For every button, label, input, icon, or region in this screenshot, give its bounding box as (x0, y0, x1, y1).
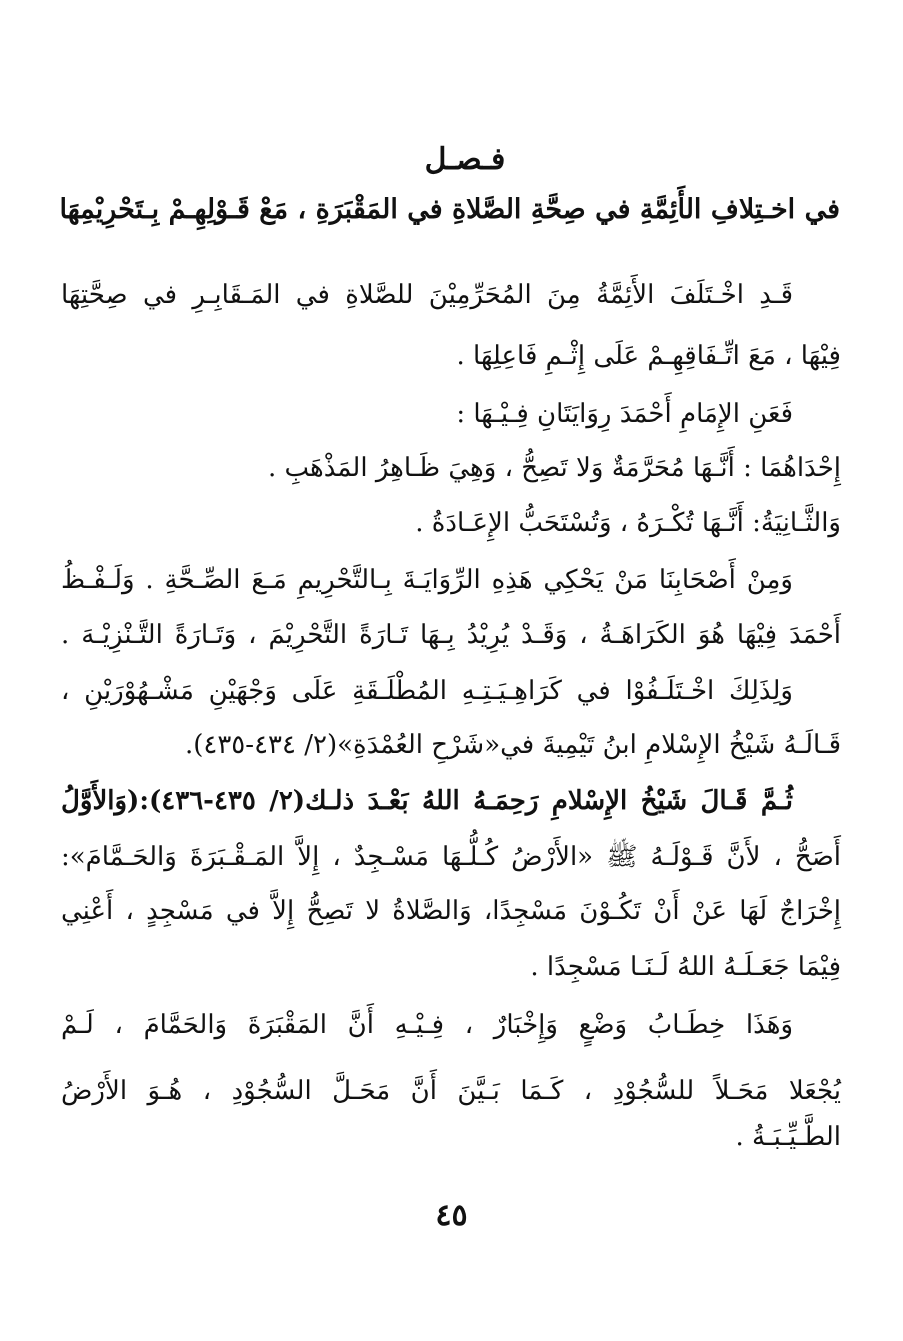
text-line: فِيْهَا ، مَعَ اتِّـفَاقِهِـمْ عَلَى إِثْـمِ فَاعِلِهَا . (456, 341, 841, 371)
text-line: يُجْعَلا مَحَـلاً للسُّجُوْدِ ، كَـمَا بَـيَّنَ أَنَّ مَحَـلَّ السُّجُوْدِ ، هُـوَ الأَرْضُ (61, 1076, 841, 1106)
text-line: وَهَذَا خِطَـابُ وَضْعٍ وَإِخْبَارٌ ، فِـيْـهِ أَنَّ المَقْبَرَةَ وَالحَمَّامَ ، لَـمْ (61, 1010, 793, 1040)
text-line: وَمِنْ أَصْحَابِنَا مَنْ يَحْكِي هَذِهِ الرِّوَايَـةَ بِـالتَّحْرِيمِ مَـعَ الصِّـحَّةِ . وَلَـفْـظُ (61, 565, 793, 595)
text-line: وَلِذَلِكَ اخْـتَلَـفُوْا في كَرَاهِـيَـتِـهِ المُطْلَـقَةِ عَلَى وَجْهَيْنِ مَشْـهُوْرَيْنِ ، (61, 676, 793, 706)
text-line: أَحْمَدَ فِيْهَا هُوَ الكَرَاهَـةُ ، وَقَـدْ يُرِيْدُ بِـهَا تَـارَةً التَّحْرِيْمَ ، وَتَـارَةً التَّـنْزِيْـهَ . (61, 620, 841, 650)
text-line: قَـالَـهُ شَيْخُ الإِسْلامِ ابنُ تَيْمِيةَ في«شَرْحِ العُمْدَةِ»(٢/ ٤٣٤-٤٣٥). (184, 730, 841, 760)
page-number: ٤٥ (435, 1198, 468, 1233)
text-line: وَالثَّـانِيَةُ: أَنَّـهَا تُكْـرَهُ ، وَتُسْتَحَبُّ الإِعَـادَةُ . (415, 508, 841, 538)
text-line: فِيْمَا جَعَـلَـهُ اللهُ لَـنَـا مَسْجِدًا . (530, 952, 841, 982)
text-line: فَعَنِ الإِمَامِ أَحْمَدَ رِوَايَتَانِ فِـيْـهَا : (456, 399, 793, 429)
text-line: قَـدِ اخْـتَلَفَ الأَئِمَّةُ مِنَ المُحَرِّمِيْنَ للصَّلاةِ في المَـقَابِـرِ في صِحَّتِهَا (61, 280, 793, 310)
text-line: إِخْرَاجٌ لَهَا عَنْ أَنْ تَكُـوْنَ مَسْجِدًا، وَالصَّلاةُ لا تَصِحُّ إِلاَّ في مَسْجِدٍ ، أَعْنِي (61, 896, 841, 926)
text-line: الطَّـيِّـبَـةُ . (735, 1122, 841, 1152)
text-line: ثُـمَّ قَـالَ شَيْخُ الإِسْلامِ رَحِمَـهُ اللهُ بَعْـدَ ذلـك(٢/ ٤٣٥-٤٣٦):(وَالأَوَّلُ (61, 786, 793, 816)
section-title: في اخـتِلافِ الأَئِمَّةِ في صِحَّةِ الصَّلاةِ في المَقْبَرَةِ ، مَعْ قَـوْلِهِـمْ بِـتَحْرِيْمِهَا (59, 194, 840, 225)
section-heading: فـصـل (424, 142, 506, 177)
text-line: إِحْدَاهُمَا : أَنَّـهَا مُحَرَّمَةٌ وَلا تَصِحُّ ، وَهِيَ ظَـاهِرُ المَذْهَبِ . (267, 453, 841, 483)
text-line: أَصَحُّ ، لأَنَّ قَـوْلَـهُ ﷺ «الأَرْضُ كُـلُّـهَا مَسْـجِدٌ ، إِلاَّ المَـقْـبَرَةَ وَالحَـمَّامَ»: (61, 842, 841, 872)
